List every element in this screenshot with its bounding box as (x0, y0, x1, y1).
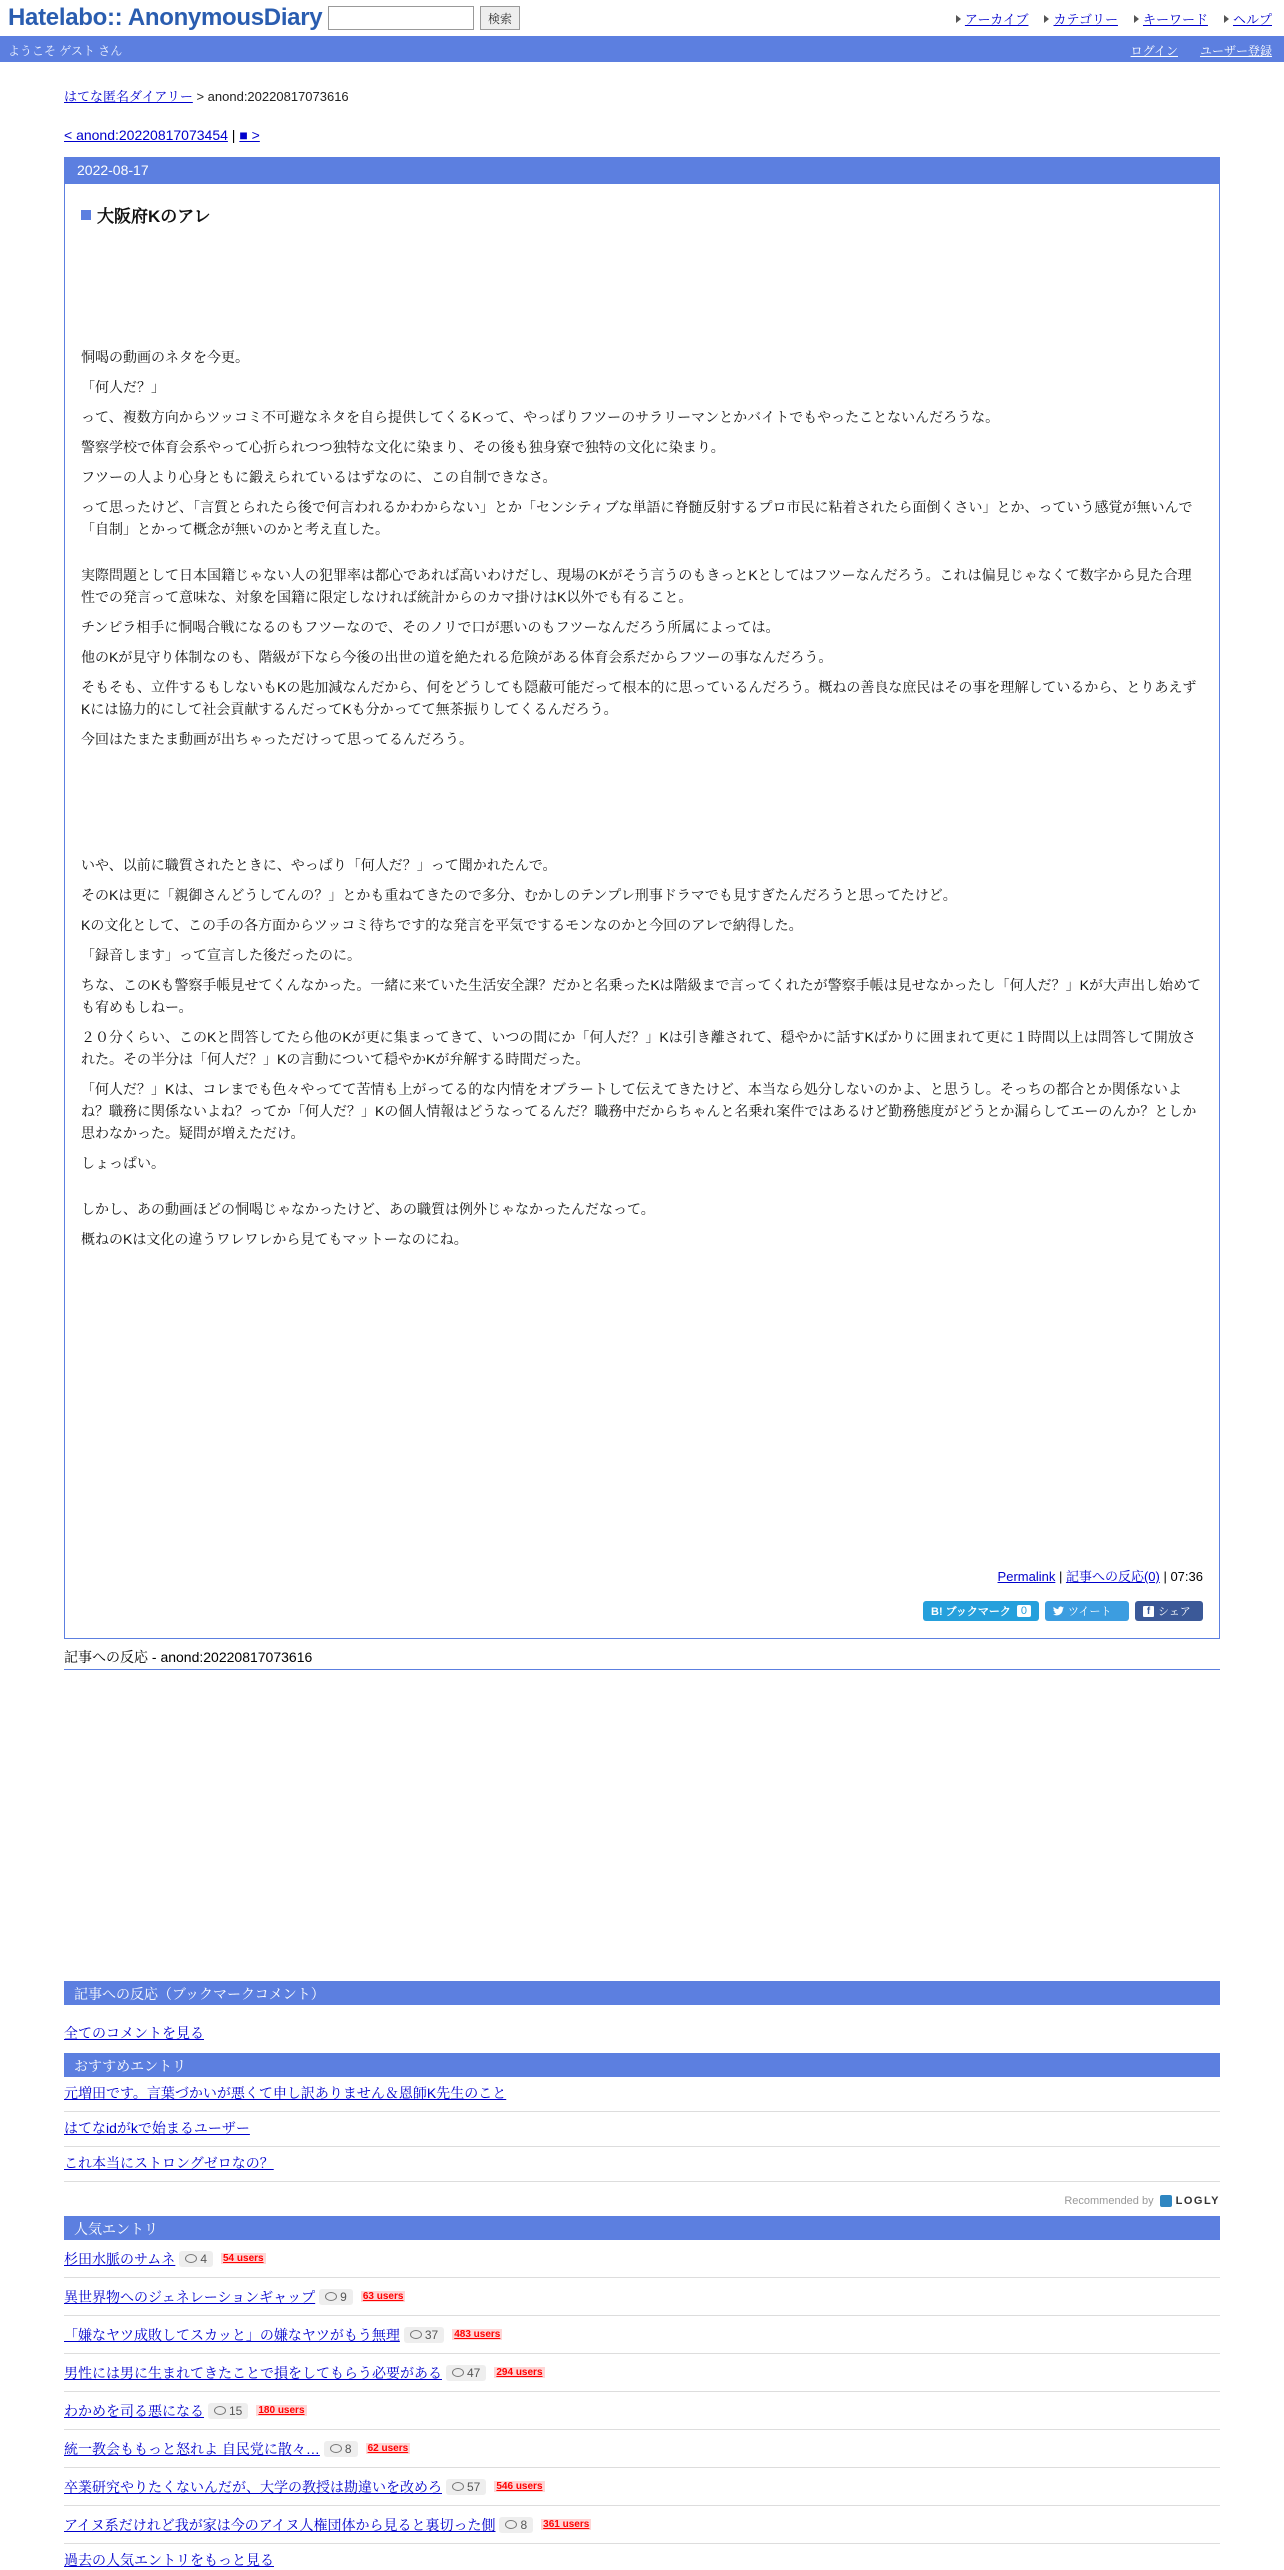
more-popular-link[interactable]: 過去の人気エントリをもっと見る (64, 2552, 274, 2568)
list-item (64, 2240, 1220, 2278)
logly-mark-icon (1160, 2195, 1172, 2207)
welcome-text: ようこそ ゲスト さん (8, 44, 123, 58)
next-entry-link[interactable]: ■ > (239, 127, 260, 143)
site-header (0, 0, 1284, 36)
all-comments-link[interactable]: 全てのコメントを見る (64, 2025, 204, 2041)
register-link[interactable]: ユーザー登録 (1199, 44, 1272, 58)
logly-logo-text: LOGLY (1175, 2195, 1220, 2207)
nav-keyword[interactable] (1134, 9, 1208, 28)
list-item (64, 2468, 1220, 2506)
entry-paragraph: フツーの人より心身ともに鍛えられているはずなのに、この自制できなさ。 (81, 469, 557, 485)
comment-count[interactable] (324, 2441, 358, 2457)
triangle-right-icon (1224, 15, 1229, 23)
footer-separator: | (1159, 1569, 1171, 1584)
entry-title (81, 202, 211, 227)
entry-paragraph: しかし、あの動画ほどの恫喝じゃなかったけど、あの職質は例外じゃなかったんだなって。 (81, 1201, 655, 1217)
comment-count[interactable] (319, 2289, 353, 2305)
list-item (64, 2278, 1220, 2316)
bookmark-users-badge[interactable]: 483 users (454, 2329, 501, 2340)
comment-bubble-icon (452, 2482, 464, 2491)
list-item (64, 2316, 1220, 2354)
popular-entry-link[interactable]: 統一教会ももっと怒れよ 自民党に散々… (64, 2440, 320, 2457)
bookmark-users-badge[interactable]: 294 users (496, 2367, 543, 2378)
nav-help[interactable] (1224, 9, 1272, 28)
comment-count-value: 8 (520, 2517, 528, 2532)
entry-paragraph: チンピラ相手に恫喝合戦になるのもフツーなので、そのノリで口が悪いのもフツーなんだろう所属によっては。 (81, 619, 780, 635)
list-item (64, 2506, 1220, 2544)
nav-archive[interactable] (956, 9, 1029, 28)
comment-count[interactable] (208, 2403, 248, 2419)
bookmark-users-badge[interactable]: 180 users (258, 2405, 305, 2416)
comment-count[interactable] (404, 2327, 444, 2343)
facebook-share-label: シェア (1158, 1606, 1191, 1618)
facebook-share-button[interactable] (1135, 1601, 1203, 1621)
pager (64, 127, 1220, 143)
prev-entry-link[interactable]: < anond:20220817073454 (64, 127, 228, 143)
reactions-heading: 記事への反応 - anond:20220817073616 (64, 1647, 1220, 1670)
comment-bubble-icon (410, 2330, 422, 2339)
pager-separator: | (227, 127, 240, 143)
entry-body (81, 346, 1203, 1258)
popular-title: 人気エントリ (64, 2216, 1220, 2240)
comment-bubble-icon (505, 2520, 517, 2529)
entry-paragraph: 概ねのKは文化の違うワレワレから見てもマットーなのにね。 (81, 1231, 468, 1247)
popular-section (64, 2216, 1220, 2570)
bookmark-users-badge[interactable]: 62 users (367, 2443, 409, 2454)
site-logo[interactable]: Hatelabo:: AnonymousDiary (8, 4, 323, 31)
entry-paragraph: 「録音します」って宣言した後だったのに。 (81, 947, 361, 963)
entry-paragraph: って思ったけど、「言質とられたら後で何言われるかわからない」とか「センシティブな単語に脊髄反射するプロ市民に粘着されたら面倒くさい」とか、っていう感覚が無いんで「自制」とかって概念が無いのかと考え直した。 (81, 499, 1193, 537)
entry-paragraph: そのKは更に「親御さんどうしてんの？」とかも重ねてきたので多分、むかしのテンプレ刑事ドラマでも見すぎたんだろうと思ってたけど。 (81, 887, 957, 903)
welcome-bar (0, 36, 1284, 62)
recommend-link[interactable]: 元増田です。言葉づかいが悪くて申し訳ありません＆恩師K先生のこと (64, 2085, 507, 2101)
reactions-link[interactable]: 記事への反応(0) (1065, 1569, 1160, 1584)
share-buttons (923, 1601, 1203, 1621)
comment-count-value: 15 (229, 2403, 243, 2418)
day-date: 2022-08-17 (65, 158, 1219, 184)
entry-paragraph: 「何人だ？」 (81, 379, 165, 395)
bookmark-users-badge[interactable]: 63 users (362, 2291, 404, 2302)
search-button[interactable]: 検索 (480, 6, 520, 30)
entry-footer (998, 1566, 1203, 1585)
recommended-by-label: Recommended by (1064, 2195, 1154, 2207)
nav-category[interactable] (1044, 9, 1117, 28)
list-item (64, 2392, 1220, 2430)
popular-entry-link[interactable]: 異世界物へのジェネレーションギャップ (64, 2288, 316, 2305)
triangle-right-icon (1044, 15, 1049, 23)
bookmark-count: 0 (1017, 1605, 1031, 1617)
login-link[interactable]: ログイン (1130, 44, 1178, 58)
entry-paragraph: 実際問題として日本国籍じゃない人の犯罪率は都心であれば高いわけだし、現場のKがそう言うのもきっとKとしてはフツーなんだろう。これは偏見じゃなくて数字から見た合理性での発言って意味な、対象を国籍に限定しなければ統計からのカマ掛けはK以外でも有ること。 (81, 567, 1192, 605)
comment-count[interactable] (446, 2365, 486, 2381)
comment-count-value: 4 (200, 2251, 207, 2266)
bookmark-users-badge[interactable]: 54 users (223, 2253, 264, 2264)
comment-count[interactable] (179, 2251, 213, 2267)
nav-category-link[interactable]: カテゴリー (1053, 12, 1118, 27)
nav-archive-link[interactable]: アーカイブ (964, 12, 1029, 27)
breadcrumb-home[interactable]: はてな匿名ダイアリー (64, 89, 193, 104)
triangle-right-icon (1134, 15, 1139, 23)
list-item (64, 2112, 1220, 2147)
nav-keyword-link[interactable]: キーワード (1142, 12, 1208, 27)
list-item (64, 2430, 1220, 2468)
footer-separator: | (1055, 1569, 1066, 1584)
popular-entry-link[interactable]: わかめを司る悪になる (64, 2402, 204, 2419)
recommend-link[interactable]: これ本当にストロングゼロなの？ (64, 2155, 274, 2171)
comment-count-value: 8 (344, 2441, 352, 2456)
comment-bubble-icon (214, 2406, 226, 2415)
popular-entry-link[interactable]: アイヌ系だけれど我が家は今のアイヌ人権団体から見ると裏切った側 (64, 2516, 496, 2533)
entry-paragraph: 他のKが見守り体制なのも、階級が下なら今後の出世の道を絶たれる危険がある体育会系だからフツーの事なんだろう。 (81, 649, 833, 665)
list-item (64, 2077, 1220, 2112)
breadcrumb (64, 86, 1220, 105)
recommend-link[interactable]: はてなidがkで始まるユーザー (64, 2120, 250, 2136)
bookmark-users-badge[interactable]: 546 users (496, 2481, 543, 2492)
comment-bubble-icon (325, 2292, 337, 2301)
day-box (64, 157, 1220, 1639)
comment-count-value: 47 (467, 2365, 481, 2380)
comment-bubble-icon (185, 2254, 197, 2263)
bookmark-comments-title: 記事への反応（ブックマークコメント） (64, 1981, 1220, 2005)
entry-square-icon[interactable] (81, 210, 91, 220)
list-item (64, 2147, 1220, 2182)
entry-paragraph: 今回はたまたま動画が出ちゃっただけって思ってるんだろう。 (81, 731, 473, 747)
comment-bubble-icon (330, 2444, 342, 2453)
hatena-bookmark-label: B! ブックマーク (931, 1606, 1011, 1618)
popular-entry-link[interactable]: 杉田水脈のサムネ (64, 2250, 176, 2267)
comment-count-value: 37 (424, 2327, 439, 2342)
entry-title-text: 大阪府Kのアレ (97, 207, 211, 226)
tweet-button[interactable] (1045, 1601, 1129, 1621)
twitter-bird-icon (1053, 1606, 1064, 1616)
recommend-section (64, 2053, 1220, 2210)
popular-entry-link[interactable]: 卒業研究やりたくないんだが、大学の教授は勘違いを改めろ (64, 2478, 442, 2495)
breadcrumb-separator: > (192, 89, 208, 104)
entry-paragraph: ２０分くらい、このKと問答してたら他のKが更に集まってきて、いつの間にか「何人だ？」Kは引き離されて、穏やかに話すKばかりに囲まれて更に１時間以上は問答して開放された。その半分は「何人だ？」Kの言動について穏やかKが弁解する時間だった。 (81, 1029, 1196, 1067)
top-nav (956, 9, 1272, 28)
recommend-title: おすすめエントリ (64, 2053, 1220, 2077)
entry-paragraph: 警察学校で体育会系やって心折られつつ独特な文化に染まり、その後も独身寮で独特の文化に染まり。 (81, 439, 725, 455)
recommended-by (64, 2192, 1220, 2210)
user-links (1131, 42, 1272, 59)
entry-paragraph: いや、以前に職質されたときに、やっぱり「何人だ？」って聞かれたんで。 (81, 857, 557, 873)
entry-paragraph: ちな、このKも警察手帳見せてくんなかった。一緒に来ていた生活安全課？だかと名乗ったKは階級まで言ってくれたが警察手帳は見せなかったし「何人だ？」Kが大声出し始めても宥めもしねー。 (81, 977, 1202, 1015)
bookmark-users-badge[interactable]: 361 users (543, 2519, 590, 2530)
comment-count-value: 9 (340, 2289, 347, 2304)
entry-time: 07:36 (1170, 1569, 1203, 1584)
entry-paragraph: Kの文化として、この手の各方面からツッコミ待ちです的な発言を平気でするモンなのかと今回のアレで納得した。 (81, 917, 803, 933)
popular-entry-link[interactable]: 「嫌なヤツ成敗してスカッと」の嫌なヤツがもう無理 (64, 2326, 400, 2343)
entry-paragraph: しょっぱい。 (81, 1155, 165, 1171)
permalink-link[interactable]: Permalink (997, 1569, 1056, 1584)
bookmark-section (64, 1981, 1220, 2570)
comment-count-value: 57 (467, 2479, 481, 2494)
triangle-right-icon (956, 15, 961, 23)
entry-paragraph: 恫喝の動画のネタを今更。 (81, 349, 249, 365)
nav-help-link[interactable]: ヘルプ (1232, 12, 1272, 27)
list-item (64, 2354, 1220, 2392)
breadcrumb-current: anond:20220817073616 (207, 89, 349, 104)
comment-bubble-icon (452, 2368, 464, 2377)
entry-paragraph: 「何人だ？」Kは、コレまでも色々やってて苦情も上がってる的な内情をオブラートして伝えてきたけど、本当なら処分しないのかよ、と思うし。そっちの都合とか関係ないよね？職務に関係ないよね？ってか「何人だ？」Kの個人情報はどうなってるんだ？職務中だからちゃんと名乗れ案件ではあるけど勤務態度がどうとか漏らしてエーのんか？としか思わなかった。疑問が増えただけ。 (81, 1081, 1197, 1141)
main-content (64, 62, 1220, 2568)
popular-entry-link[interactable]: 男性には男に生まれてきたことで損をしてもらう必要がある (64, 2364, 442, 2381)
entry-paragraph: って、複数方向からツッコミ不可避なネタを自ら提供してくるKって、やっぱりフツーのサラリーマンとかバイトでもやったことないんだろうな。 (81, 409, 1000, 425)
comment-count[interactable] (446, 2479, 486, 2495)
logly-logo[interactable] (1160, 2195, 1220, 2207)
search-input[interactable] (328, 6, 474, 30)
tweet-label: ツイート (1068, 1606, 1112, 1618)
entry-paragraph: そもそも、立件するもしないもKの匙加減なんだから、何をどうしても隠蔽可能だって根本的に思っているんだろう。概ねの善良な庶民はその事を理解しているから、とりあえずKには協力的にして社会貢献するんだってKも分かってて無茶振りしてくるんだろう。 (81, 679, 1197, 717)
hatena-bookmark-button[interactable] (923, 1601, 1039, 1621)
comment-count[interactable] (499, 2517, 533, 2533)
facebook-icon: f (1143, 1606, 1154, 1617)
